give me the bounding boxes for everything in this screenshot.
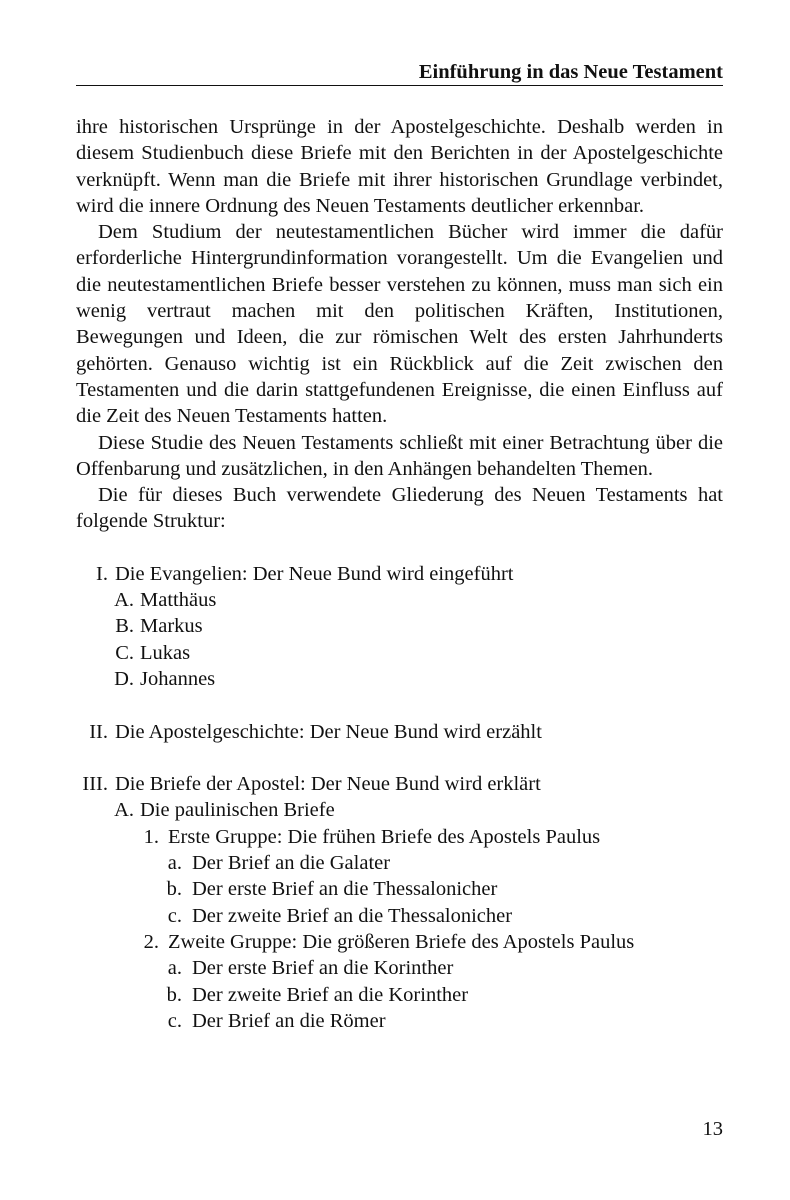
outline-item bbox=[76, 640, 723, 666]
outline-number: A. bbox=[114, 589, 134, 612]
outline-item bbox=[76, 587, 723, 613]
outline-number: II. bbox=[89, 720, 108, 743]
outline-number: a. bbox=[167, 852, 182, 875]
outline-number: a. bbox=[167, 957, 182, 980]
outline-item bbox=[76, 982, 723, 1008]
outline-number: b. bbox=[166, 878, 182, 901]
outline-list bbox=[76, 561, 723, 1034]
outline-text: Matthäus bbox=[140, 589, 217, 612]
outline-item bbox=[76, 719, 723, 745]
header-rule bbox=[76, 85, 723, 86]
outline-item bbox=[76, 903, 723, 929]
outline-item bbox=[76, 955, 723, 981]
outline-text: Der zweite Brief an die Thessalonicher bbox=[192, 904, 513, 927]
outline-text: Der Brief an die Römer bbox=[192, 1009, 386, 1032]
outline-number: c. bbox=[167, 904, 182, 927]
outline-item bbox=[76, 771, 723, 797]
outline-number: C. bbox=[115, 641, 134, 664]
outline-number: 2. bbox=[143, 930, 159, 953]
outline-number: B. bbox=[115, 615, 134, 638]
outline-text: Der erste Brief an die Thessalonicher bbox=[192, 878, 498, 901]
outline-number: III. bbox=[82, 773, 108, 796]
outline-text: Der zweite Brief an die Korinther bbox=[192, 983, 469, 1006]
outline-text: Die Briefe der Apostel: Der Neue Bund wird erklärt bbox=[115, 773, 541, 796]
outline-text: Johannes bbox=[140, 667, 216, 690]
outline-gap bbox=[76, 692, 723, 718]
outline-text: Die Evangelien: Der Neue Bund wird eingeführt bbox=[115, 562, 514, 585]
outline-text: Der erste Brief an die Korinther bbox=[192, 957, 454, 980]
outline-item bbox=[76, 929, 723, 955]
outline-item bbox=[76, 850, 723, 876]
running-header: Einführung in das Neue Testament bbox=[418, 61, 723, 83]
outline-item bbox=[76, 797, 723, 823]
outline-text: Zweite Gruppe: Die größeren Briefe des Apostels Paulus bbox=[168, 930, 635, 953]
outline-item bbox=[76, 666, 723, 692]
outline-text: Lukas bbox=[140, 641, 191, 664]
outline-text: Der Brief an die Galater bbox=[192, 852, 391, 875]
paragraph: Diese Studie des Neuen Testaments schließt mit einer Betrachtung über die Offenbarung und zusätzlichen, in den Anhängen behandelten Themen. bbox=[76, 431, 723, 480]
outline-number: D. bbox=[114, 667, 134, 690]
outline-number: I. bbox=[96, 562, 108, 585]
outline-item bbox=[76, 876, 723, 902]
outline-item bbox=[76, 561, 723, 587]
outline-gap bbox=[76, 745, 723, 771]
outline-text: Markus bbox=[140, 615, 203, 638]
page-body bbox=[76, 114, 723, 1034]
paragraph: Die für dieses Buch verwendete Gliederung des Neuen Testaments hat folgende Struktur: bbox=[76, 484, 723, 533]
outline-item bbox=[76, 1008, 723, 1034]
outline-item bbox=[76, 613, 723, 639]
outline-number: b. bbox=[166, 983, 182, 1006]
paragraph: ihre historischen Ursprünge in der Apostelgeschichte. Deshalb werden in diesem Studienbuch diese Briefe mit den Berichten in der Apostelgeschichte verknüpft. Wenn man die Briefe mit ihrer historischen Grundlage verbindet, wird die innere Ordnung des Neuen Testaments deutlicher erkennbar. bbox=[76, 116, 723, 217]
outline-item bbox=[76, 824, 723, 850]
page-number: 13 bbox=[702, 1118, 723, 1140]
outline-number: 1. bbox=[143, 825, 159, 848]
outline-text: Die paulinischen Briefe bbox=[140, 799, 335, 822]
outline-number: A. bbox=[114, 799, 134, 822]
outline-number: c. bbox=[167, 1009, 182, 1032]
outline-text: Erste Gruppe: Die frühen Briefe des Apostels Paulus bbox=[168, 825, 601, 848]
paragraph: Dem Studium der neutestamentlichen Bücher wird immer die dafür erforderliche Hintergrundinformation vorangestellt. Um die Evangelien und die neutestamentlichen Briefe besser verstehen zu können, muss man sich ein wenig vertraut machen mit den politischen Kräften, Institutionen, Bewegungen und Ideen, die zur römischen Welt des ersten Jahrhunderts gehörten. Genauso wichtig ist ein Rückblick auf die Zeit zwischen den Testamenten und die darin stattgefundenen Ereignisse, die einen Einfluss auf die Zeit des Neuen Testaments hatten. bbox=[76, 221, 723, 428]
outline-text: Die Apostelgeschichte: Der Neue Bund wird erzählt bbox=[115, 720, 542, 743]
